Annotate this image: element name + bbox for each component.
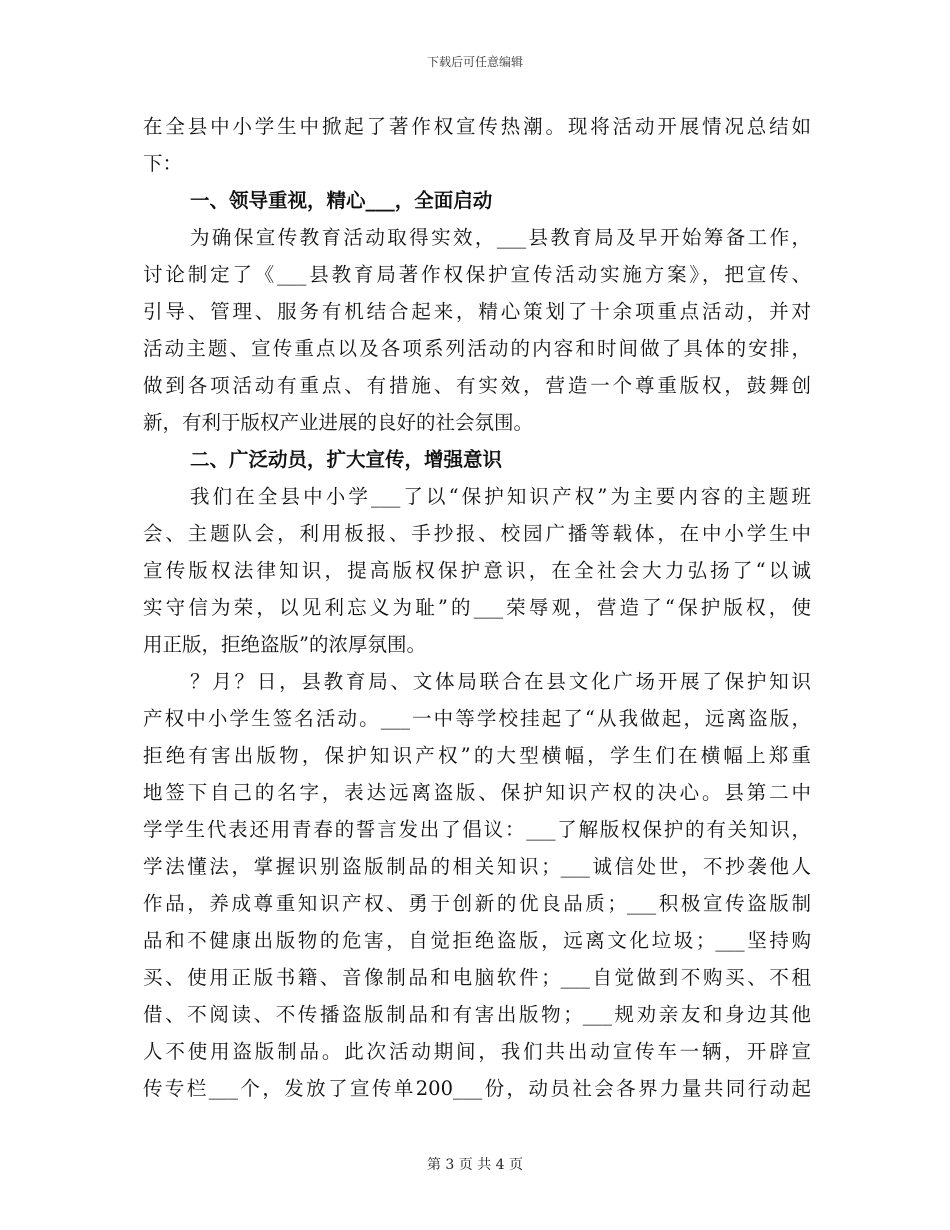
paragraph-line: 活动主题、宣传重点以及各项系列活动的内容和时间做了具体的安排， bbox=[143, 337, 811, 360]
paragraph-line: 会、主题队会，利用板报、手抄报、校园广播等载体，在中小学生中 bbox=[143, 522, 811, 545]
paragraph-line: 传专栏___个，发放了宣传单200___份，动员社会各界力量共同行动起 bbox=[143, 1077, 811, 1100]
paragraph-line: 人不使用盗版制品。此次活动期间，我们共出动宣传车一辆，开辟宣 bbox=[143, 1040, 811, 1063]
paragraph-line: 学法懂法，掌握识别盗版制品的相关知识；___诚信处世，不抄袭他人 bbox=[143, 855, 811, 878]
paragraph-line: 在全县中小学生中掀起了著作权宣传热潮。现将活动开展情况总结如 bbox=[143, 115, 811, 138]
paragraph-line: 为确保宣传教育活动取得实效，___县教育局及早开始筹备工作， bbox=[190, 226, 811, 249]
page-number: 第 3 页 共 4 页 bbox=[426, 1157, 524, 1173]
paragraph-line: 宣传版权法律知识，提高版权保护意识，在全社会大力弘扬了“以诚 bbox=[143, 559, 811, 582]
paragraph-line: 产权中小学生签名活动。___一中等学校挂起了“从我做起，远离盗版， bbox=[143, 707, 811, 730]
paragraph-line: 拒绝有害出版物，保护知识产权”的大型横幅，学生们在横幅上郑重 bbox=[143, 744, 811, 767]
paragraph-line: 讨论制定了《___县教育局著作权保护宣传活动实施方案》，把宣传、 bbox=[143, 263, 811, 286]
paragraph-line: 引导、管理、服务有机结合起来，精心策划了十余项重点活动，并对 bbox=[143, 300, 811, 323]
paragraph-line: 品和不健康出版物的危害，自觉拒绝盗版，远离文化垃圾；___坚持购 bbox=[143, 929, 811, 952]
paragraph-line: 实守信为荣，以见利忘义为耻”的___荣辱观，营造了“保护版权，使 bbox=[143, 596, 811, 619]
paragraph-line: 作品，养成尊重知识产权、勇于创新的优良品质；___积极宣传盗版制 bbox=[143, 892, 811, 915]
paragraph-line: 学学生代表还用青春的誓言发出了倡议：___了解版权保护的有关知识， bbox=[143, 818, 811, 841]
paragraph-line: 用正版，拒绝盗版”的浓厚氛围。 bbox=[143, 633, 426, 656]
paragraph-line: 地签下自己的名字，表达远离盗版、保护知识产权的决心。县第二中 bbox=[143, 781, 811, 804]
paragraph-line: 新，有利于版权产业进展的良好的社会氛围。 bbox=[143, 411, 534, 434]
paragraph-line: 做到各项活动有重点、有措施、有实效，营造一个尊重版权，鼓舞创 bbox=[143, 374, 811, 397]
section-heading: 二、广泛动员，扩大宣传，增强意识 bbox=[190, 448, 503, 471]
section-heading: 一、领导重视，精心___，全面启动 bbox=[190, 189, 493, 212]
paragraph-line: ？月？日，县教育局、文体局联合在县文化广场开展了保护知识 bbox=[190, 670, 811, 693]
header-note: 下载后可任意编辑 bbox=[426, 55, 523, 69]
paragraph-line: 借、不阅读、不传播盗版制品和有害出版物；___规劝亲友和身边其他 bbox=[143, 1003, 811, 1026]
paragraph-line: 买、使用正版书籍、音像制品和电脑软件；___自觉做到不购买、不租 bbox=[143, 966, 811, 989]
paragraph-line: 我们在全县中小学___了以“保护知识产权”为主要内容的主题班 bbox=[190, 485, 811, 508]
paragraph-line: 下： bbox=[143, 152, 183, 175]
